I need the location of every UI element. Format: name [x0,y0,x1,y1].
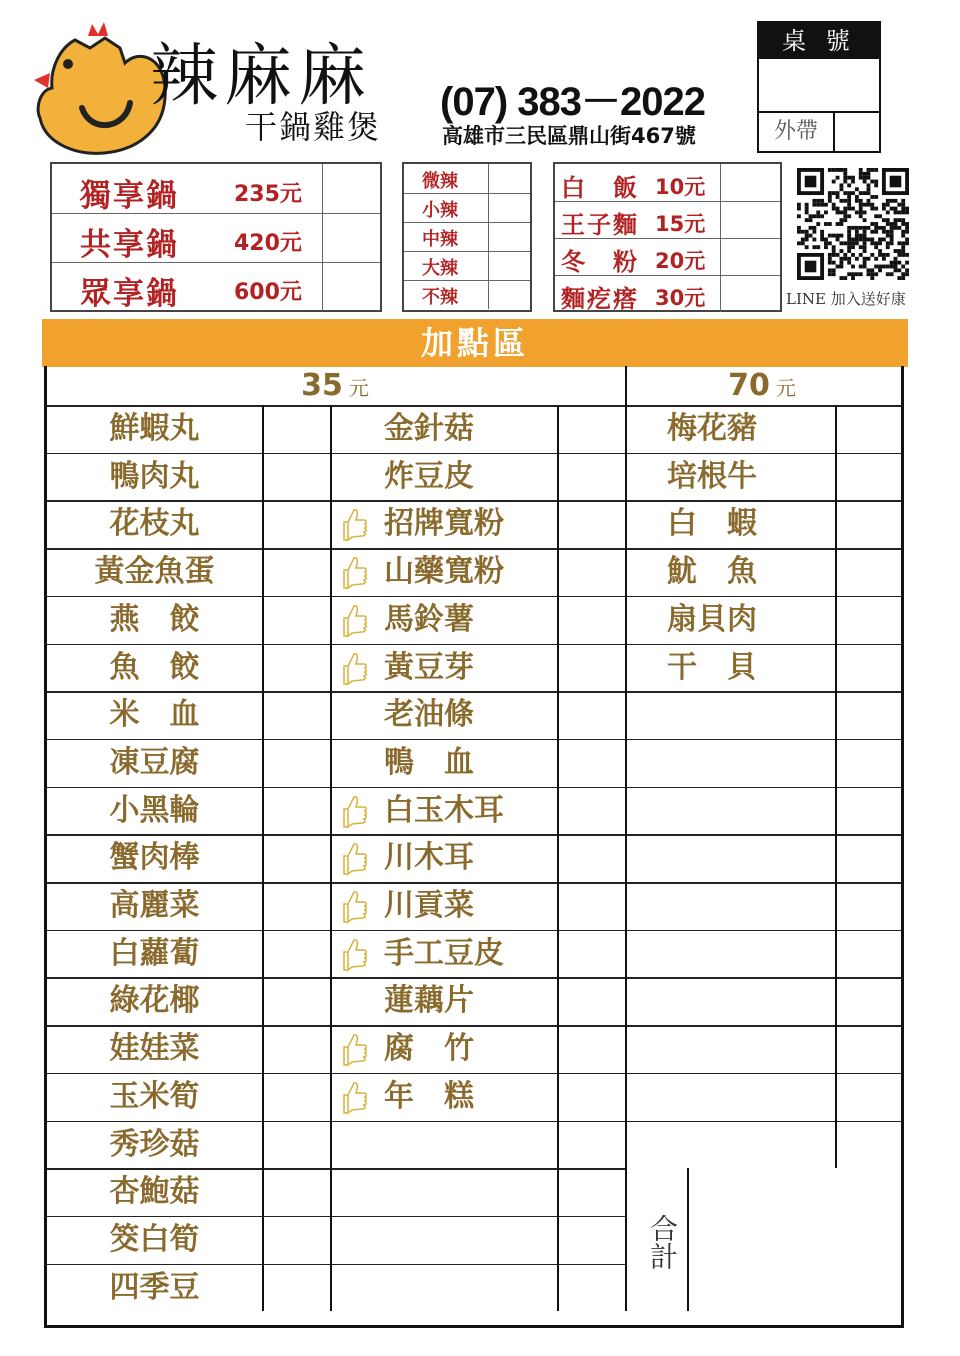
staple-name: 冬 粉 [561,248,639,276]
staple-price: 15元 [655,212,706,236]
spice-name: 不辣 [422,287,458,308]
addon-item: 手工豆皮 [384,935,504,971]
staple-price: 10元 [655,175,706,199]
item-checkbox[interactable] [559,1025,623,1073]
item-checkbox[interactable] [559,596,623,644]
staple-price: 20元 [655,249,706,273]
item-checkbox[interactable] [559,977,623,1025]
phone-number: (07) 383－2022 [440,80,705,124]
thumbs-up-icon [340,936,370,972]
item-checkbox[interactable] [559,882,623,930]
addon-item: 花枝丸 [109,506,200,542]
thumbs-up-icon [340,1079,370,1115]
addon-item: 干 貝 [667,649,757,685]
addon-item: 川木耳 [384,840,474,876]
item-checkbox[interactable] [559,691,623,739]
divider [488,193,489,222]
item-checkbox[interactable] [264,930,328,978]
pot-row [52,213,380,263]
addon-section-title: 加點區 [42,319,908,367]
spice-name: 小辣 [422,200,458,221]
addon-item: 凍豆腐 [109,744,200,780]
addon-item: 白玉木耳 [384,792,504,828]
table-number-field[interactable] [759,59,879,113]
addon-item: 杏鮑菇 [109,1174,200,1210]
divider [488,222,489,251]
line-caption: LINE 加入送好康 [786,290,906,308]
item-checkbox[interactable] [559,644,623,692]
item-checkbox[interactable] [264,500,328,548]
item-checkbox[interactable] [264,1121,328,1169]
item-checkbox[interactable] [264,1216,328,1264]
pot-row [52,164,380,214]
price-value: 70 [728,368,770,403]
divider [322,262,323,311]
staple-name: 王子麵 [561,211,639,239]
chicken-logo [30,18,170,158]
addon-item: 鴨肉丸 [109,458,200,494]
item-checkbox[interactable] [264,882,328,930]
divider [720,238,721,275]
table-number-label: 桌 號 [759,23,879,59]
brand-subtitle: 干鍋雞煲 [245,108,382,146]
item-checkbox[interactable] [559,834,623,882]
price-unit: 元 [775,376,796,400]
addon-item: 四季豆 [109,1269,200,1305]
pot-price: 420元 [234,231,302,256]
pot-name: 獨享鍋 [80,178,179,214]
price-unit: 元 [348,376,369,400]
thumbs-up-icon [340,602,370,638]
addon-item: 培根牛 [667,458,757,494]
pot-size-box [50,162,382,312]
item-checkbox[interactable] [264,977,328,1025]
staple-row [555,275,780,312]
item-checkbox[interactable] [264,644,328,692]
item-checkbox[interactable] [264,453,328,501]
thumbs-up-icon [340,888,370,924]
item-checkbox[interactable] [264,596,328,644]
addon-item: 小黑輪 [109,792,200,828]
addon-item: 黃金魚蛋 [94,554,215,590]
addon-item: 筊白筍 [109,1221,200,1257]
item-checkbox[interactable] [264,691,328,739]
item-checkbox[interactable] [559,930,623,978]
total-label: 合計 [646,1214,679,1270]
item-checkbox[interactable] [837,405,899,453]
addon-item: 扇貝肉 [667,601,757,637]
price-header-35 [47,366,623,405]
addon-item: 炸豆皮 [384,458,474,494]
pot-name: 共享鍋 [80,227,179,263]
address: 高雄市三民區鼎山街467號 [442,124,696,148]
addon-item: 老油條 [384,697,474,733]
brand-name: 辣麻麻 [150,37,373,116]
addon-order-grid [44,366,904,1328]
item-checkbox[interactable] [837,596,899,644]
thumbs-up-icon [340,506,370,542]
spice-name: 中辣 [422,229,458,250]
addon-item: 招牌寬粉 [384,506,504,542]
addon-item: 魷 魚 [667,554,757,590]
item-checkbox[interactable] [559,453,623,501]
addon-item: 蓮藕片 [384,983,474,1019]
staple-row [555,238,780,276]
addon-item: 綠花椰 [109,983,200,1019]
spice-row [404,164,530,194]
price-header-70 [625,366,899,405]
takeout-label: 外帶 [759,113,835,151]
divider [488,251,489,280]
addon-item: 燕 餃 [109,601,200,637]
addon-item: 白 蝦 [667,506,757,542]
addon-item: 蟹肉棒 [109,840,200,876]
staple-name: 麵疙瘩 [561,285,639,313]
thumbs-up-icon [340,650,370,686]
item-checkbox[interactable] [264,405,328,453]
addon-item: 玉米筍 [109,1078,200,1114]
item-checkbox[interactable] [264,1073,328,1121]
thumbs-up-icon [340,1031,370,1067]
addon-item: 馬鈴薯 [384,601,474,637]
item-checkbox[interactable] [559,739,623,787]
total-field[interactable] [689,1168,899,1311]
spice-row [404,222,530,252]
item-checkbox[interactable] [559,548,623,596]
item-checkbox[interactable] [837,500,899,548]
divider [322,213,323,262]
spice-row [404,280,530,309]
pot-name: 眾享鍋 [80,276,179,312]
addon-item: 高麗菜 [109,888,200,923]
addon-item: 鮮蝦丸 [109,411,200,446]
item-checkbox[interactable] [264,739,328,787]
addon-item: 山藥寬粉 [384,554,504,590]
divider [720,164,721,201]
staple-row [555,201,780,239]
item-checkbox[interactable] [837,453,899,501]
item-checkbox[interactable] [559,500,623,548]
staple-price: 30元 [655,286,706,310]
item-checkbox[interactable] [264,1168,328,1216]
staple-box [553,162,782,312]
addon-item: 金針菇 [384,411,474,446]
item-checkbox[interactable] [559,1073,623,1121]
addon-item: 白蘿蔔 [109,935,200,971]
addon-item: 梅花豬 [667,411,757,446]
addon-item: 腐 竹 [384,1031,474,1067]
divider [720,275,721,312]
item-checkbox[interactable] [559,787,623,835]
divider [488,280,489,309]
pot-price: 235元 [234,182,302,207]
price-value: 35 [301,368,343,403]
item-checkbox[interactable] [837,548,899,596]
addon-item: 魚 餃 [109,649,200,685]
item-checkbox[interactable] [837,644,899,692]
divider [322,164,323,213]
spice-name: 大辣 [422,258,458,279]
staple-row [555,164,780,202]
item-checkbox[interactable] [264,1025,328,1073]
addon-item: 年 糕 [384,1078,474,1114]
addon-item: 米 血 [109,697,200,733]
divider [488,164,489,193]
addon-item: 黃豆芽 [384,649,474,685]
staple-name: 白 飯 [561,174,639,202]
pot-price: 600元 [234,280,302,305]
thumbs-up-icon [340,840,370,876]
takeout-checkbox[interactable] [835,113,879,151]
addon-item: 鴨 血 [384,744,474,780]
item-checkbox[interactable] [264,834,328,882]
item-checkbox[interactable] [264,1264,328,1312]
qr-code-icon[interactable] [795,168,911,280]
divider [625,366,627,1311]
divider [330,405,332,1311]
thumbs-up-icon [340,793,370,829]
item-checkbox[interactable] [264,548,328,596]
spice-name: 微辣 [422,171,458,192]
addon-item: 川貢菜 [384,888,474,923]
addon-item: 娃娃菜 [109,1031,200,1067]
spice-row [404,193,530,223]
pot-row [52,262,380,311]
thumbs-up-icon [340,554,370,590]
item-checkbox[interactable] [264,787,328,835]
spice-level-box [402,162,532,312]
spice-row [404,251,530,281]
divider [720,201,721,238]
table-number-box [757,21,881,153]
item-checkbox[interactable] [559,405,623,453]
addon-item: 秀珍菇 [109,1126,200,1162]
